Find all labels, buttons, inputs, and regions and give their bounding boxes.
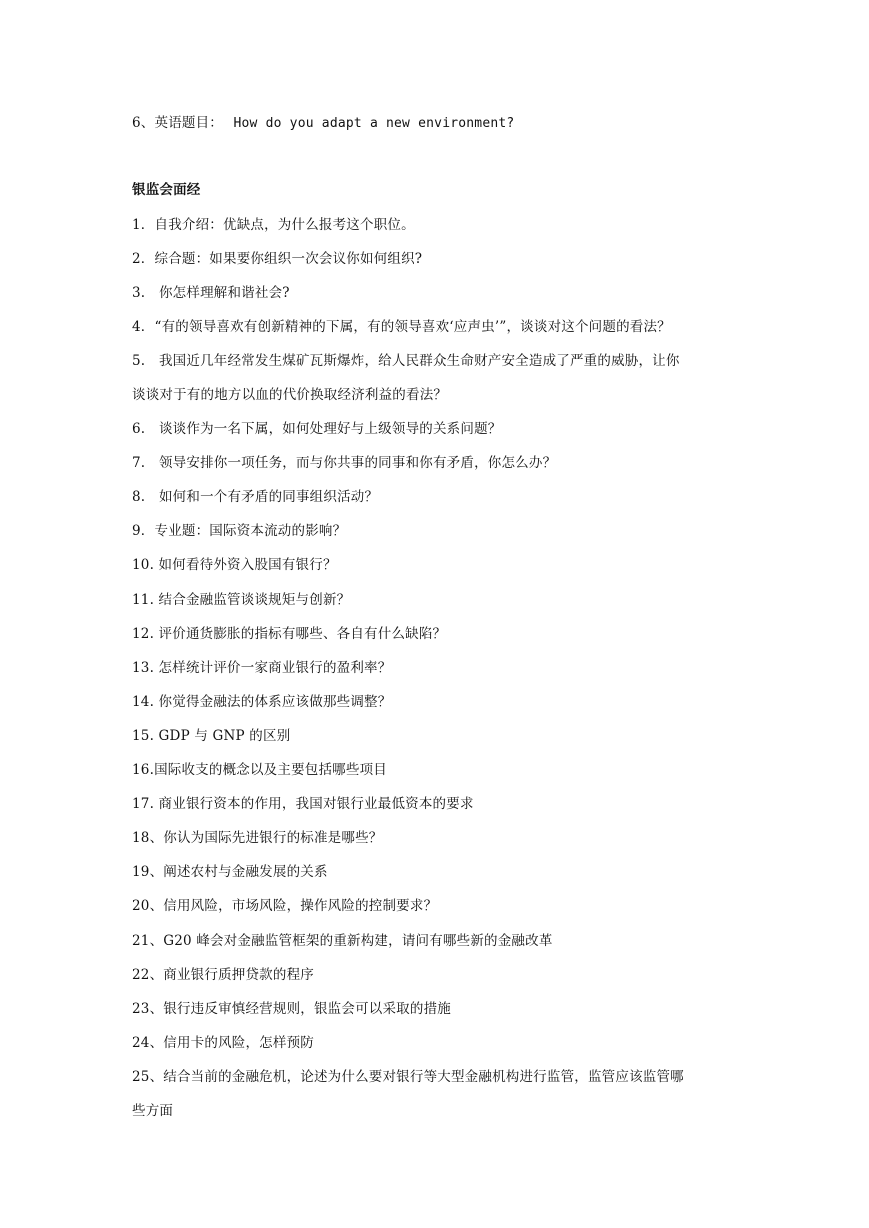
question-line: 12. 评价通货膨胀的指标有哪些、各自有什么缺陷？ — [132, 626, 447, 642]
question-line: 25、结合当前的金融危机，论述为什么要对银行等大型金融机构进行监管，监管应该监管哪 — [132, 1069, 684, 1085]
question-line: 3. 你怎样理解和谐社会? — [132, 285, 290, 301]
english-question-line — [132, 114, 514, 133]
question-line: 18、你认为国际先进银行的标准是哪些？ — [132, 830, 383, 846]
question-line: 2．综合题：如果要你组织一次会议你如何组织? — [132, 251, 423, 267]
question-line: 4．“有的领导喜欢有创新精神的下属，有的领导喜欢‘应声虫’”，谈谈对这个问题的看法？ — [132, 319, 671, 335]
question-line: 6. 谈谈作为一名下属，如何处理好与上级领导的关系问题？ — [132, 421, 502, 437]
question-line: 14. 你觉得金融法的体系应该做那些调整？ — [132, 694, 392, 710]
english-question-prefix: 6、英语题目： — [132, 115, 223, 131]
question-line: 19、阐述农村与金融发展的关系 — [132, 864, 328, 880]
english-question-text: How do you adapt a new environment? — [233, 116, 515, 131]
question-line: 22、商业银行质押贷款的程序 — [132, 967, 314, 983]
question-line: 11. 结合金融监管谈谈规矩与创新？ — [132, 592, 351, 608]
question-line-continued: 些方面 — [132, 1103, 174, 1119]
question-line: 21、G20 峰会对金融监管框架的重新构建，请问有哪些新的金融改革 — [132, 933, 553, 949]
question-line: 17. 商业银行资本的作用，我国对银行业最低资本的要求 — [132, 796, 474, 812]
question-line: 16.国际收支的概念以及主要包括哪些项目 — [132, 762, 387, 778]
question-line: 10. 如何看待外资入股国有银行？ — [132, 557, 337, 573]
question-line: 7. 领导安排你一项任务，而与你共事的同事和你有矛盾，你怎么办？ — [132, 455, 557, 471]
question-line: 23、银行违反审慎经营规则，银监会可以采取的措施 — [132, 1001, 451, 1017]
question-line-continued: 谈谈对于有的地方以血的代价换取经济利益的看法？ — [132, 387, 448, 403]
question-line: 20、信用风险，市场风险，操作风险的控制要求？ — [132, 898, 438, 914]
section-title: 银监会面经 — [132, 182, 201, 198]
question-line: 13. 怎样统计评价一家商业银行的盈利率？ — [132, 660, 392, 676]
question-line: 9．专业题：国际资本流动的影响？ — [132, 523, 347, 539]
question-line: 8. 如何和一个有矛盾的同事组织活动？ — [132, 489, 379, 505]
question-line: 5. 我国近几年经常发生煤矿瓦斯爆炸，给人民群众生命财产安全造成了严重的威胁，让你 — [132, 353, 680, 369]
question-line: 24、信用卡的风险，怎样预防 — [132, 1035, 314, 1051]
question-line: 15. GDP 与 GNP 的区别 — [132, 728, 291, 744]
question-line: 1．自我介绍：优缺点，为什么报考这个职位。 — [132, 217, 415, 233]
